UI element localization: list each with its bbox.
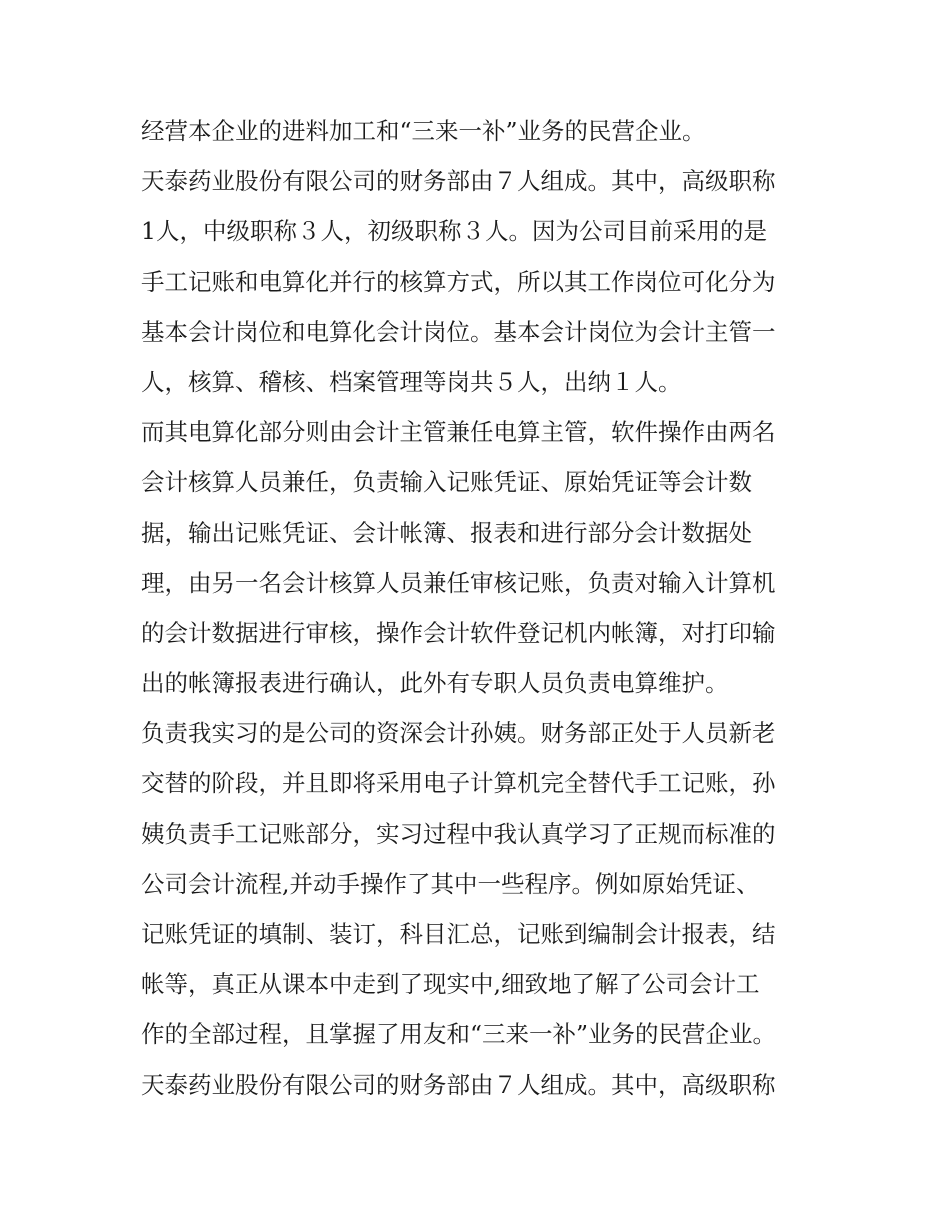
text-line-16: 公司会计流程,并动手操作了其中一些程序。例如原始凭证、 xyxy=(141,869,760,898)
text-line-6: 人，核算、稽核、档案管理等岗共５人，出纳１人。 xyxy=(141,367,682,396)
text-line-1: 经营本企业的进料加工和“三来一补”业务的民营企业。 xyxy=(141,117,706,145)
text-line-20: 天泰药业股份有限公司的财务部由７人组成。其中，高级职称 xyxy=(141,1070,776,1099)
text-line-14: 交替的阶段，并且即将采用电子计算机完全替代手工记账，孙 xyxy=(141,769,776,798)
text-line-5: 基本会计岗位和电算化会计岗位。基本会计岗位为会计主管一 xyxy=(141,317,776,346)
text-line-17: 记账凭证的填制、装订，科目汇总，记账到编制会计报表，结 xyxy=(141,920,776,948)
text-line-7: 而其电算化部分则由会计主管兼任电算主管，软件操作由两名 xyxy=(141,418,776,447)
text-line-15: 姨负责手工记账部分，实习过程中我认真学习了正规而标准的 xyxy=(141,819,776,848)
document-body xyxy=(141,106,831,1110)
text-line-4: 手工记账和电算化并行的核算方式，所以其工作岗位可化分为 xyxy=(141,267,776,296)
text-line-10: 理，由另一名会计核算人员兼任审核记账，负责对输入计算机 xyxy=(141,568,776,597)
text-line-2: 天泰药业股份有限公司的财务部由７人组成。其中，高级职称 xyxy=(141,167,776,196)
text-line-13: 负责我实习的是公司的资深会计孙姨。财务部正处于人员新老 xyxy=(141,719,776,748)
text-line-3: 1人，中级职称３人，初级职称３人。因为公司目前采用的是 xyxy=(141,217,767,246)
text-line-12: 出的帐簿报表进行确认，此外有专职人员负责电算维护。 xyxy=(141,669,729,698)
text-line-18: 帐等，真正从课本中走到了现实中,细致地了解了公司会计工 xyxy=(141,970,760,999)
text-line-19: 作的全部过程，且掌握了用友和“三来一补”业务的民营企业。 xyxy=(141,1020,777,1049)
text-line-9: 据，输出记账凭证、会计帐簿、报表和进行部分会计数据处 xyxy=(141,518,752,547)
text-line-8: 会计核算人员兼任，负责输入记账凭证、原始凭证等会计数 xyxy=(141,468,752,497)
text-line-11: 的会计数据进行审核，操作会计软件登记机内帐簿，对打印输 xyxy=(141,618,776,647)
